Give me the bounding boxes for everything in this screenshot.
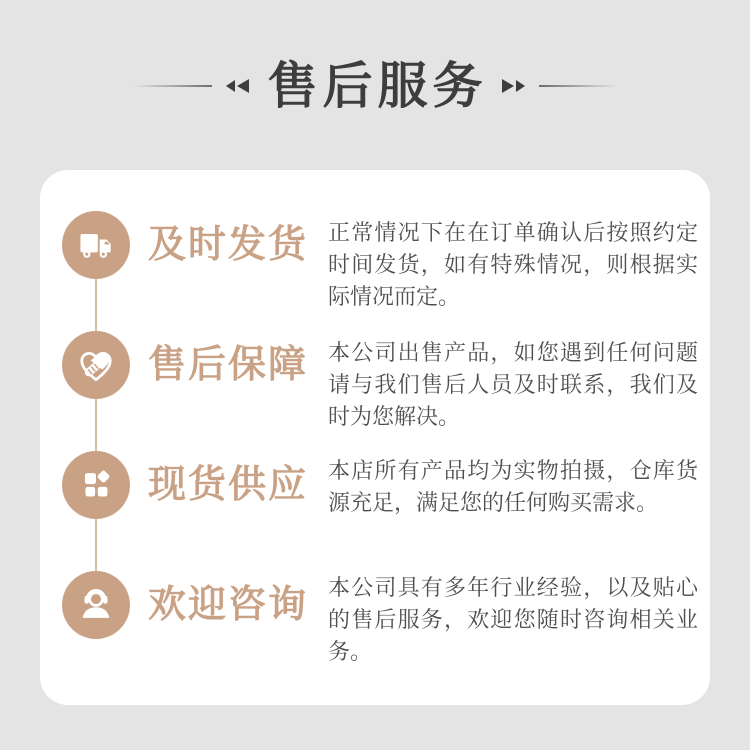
service-title: 现货供应 <box>148 464 309 506</box>
service-card <box>40 170 710 705</box>
double-arrow-left-icon <box>225 79 250 93</box>
service-title: 欢迎咨询 <box>148 584 309 626</box>
service-title: 及时发货 <box>148 224 309 266</box>
page-title: 售后服务 <box>267 58 488 114</box>
section-header <box>0 50 750 122</box>
service-description: 本公司出售产品，如您遇到任何问题请与我们售后人员及时联系，我们及时为您解决。 <box>328 340 698 429</box>
service-description: 正常情况下在在订单确认后按照约定时间发货，如有特殊情况，则根据实际情况而定。 <box>328 220 698 309</box>
service-row-guarantee <box>40 305 710 429</box>
handshake-heart-icon <box>62 331 130 399</box>
service-description: 本店所有产品均为实物拍摄，仓库货源充足，满足您的任何购买需求。 <box>328 458 698 515</box>
blocks-icon <box>62 451 130 519</box>
service-title: 售后保障 <box>148 344 309 386</box>
customer-service-icon <box>62 571 130 639</box>
service-row-shipping <box>40 185 710 309</box>
header-line-left <box>134 85 212 87</box>
service-rows <box>40 170 710 705</box>
service-description: 本公司具有多年行业经验，以及贴心的售后服务，欢迎您随时咨询相关业务。 <box>328 575 698 664</box>
service-row-stock <box>40 425 710 545</box>
truck-icon <box>62 211 130 279</box>
service-row-inquiry <box>40 545 710 665</box>
header-line-right <box>539 85 617 87</box>
double-arrow-right-icon <box>501 79 526 93</box>
